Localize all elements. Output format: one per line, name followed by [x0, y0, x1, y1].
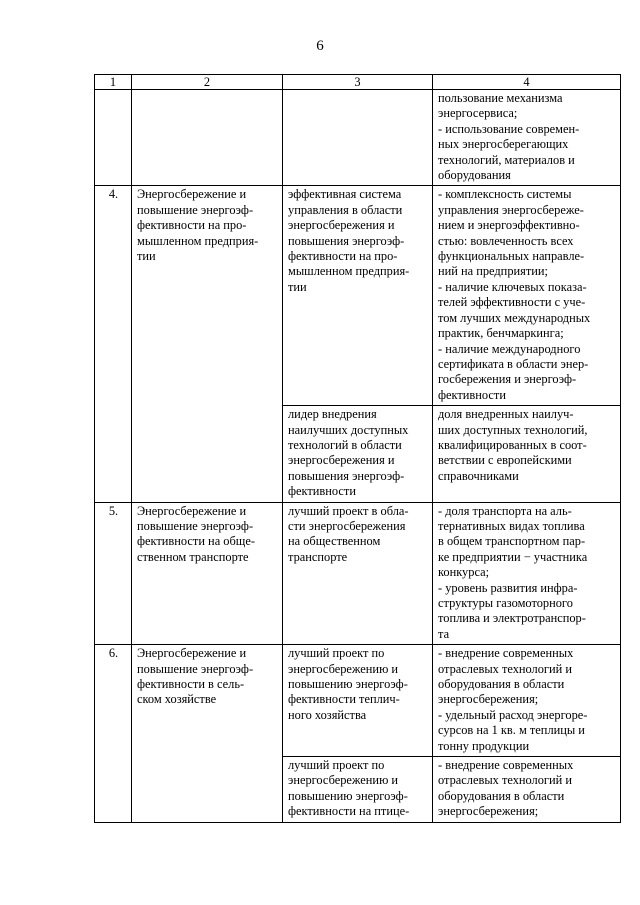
- nomination-cell: лучший проект по энергосбережению и повышению энергоэф- фективности теплич- ного хозяйства: [283, 645, 433, 757]
- row-number-cell: [95, 90, 132, 186]
- table-row: [95, 186, 621, 406]
- nomination-cell: [283, 90, 433, 186]
- area-cell: [132, 90, 283, 186]
- column-header: 1: [95, 75, 132, 90]
- criteria-cell: - комплексность системы управления энергосбереже- нием и энергоэффективно- стью: вовлеченность всех функциональных направле- ний на предприятии; - наличие ключевых показа- телей эффективности с уче- том лучших международных практик, бенчмаркинга; - наличие международного сертификата в области энер- госбережения и энергоэф- фективности: [433, 186, 621, 406]
- table-row: [95, 90, 621, 186]
- nomination-cell: лучший проект в обла- сти энергосбережения на общественном транспорте: [283, 502, 433, 645]
- nomination-table: [94, 74, 621, 823]
- nomination-cell: лучший проект по энергосбережению и повышению энергоэф- фективности на птице-: [283, 757, 433, 823]
- column-header: 2: [132, 75, 283, 90]
- area-cell: Энергосбережение и повышение энергоэф- фективности на обще- ственном транспорте: [132, 502, 283, 645]
- area-cell: Энергосбережение и повышение энергоэф- фективности на про- мышленном предприя- тии: [132, 186, 283, 502]
- page-number: 6: [316, 38, 324, 54]
- nomination-cell: лидер внедрения наилучших доступных технологий в области энергосбережения и повышения энергоэф- фективности: [283, 406, 433, 502]
- row-number-cell: 6.: [95, 645, 132, 822]
- table-row: [95, 645, 621, 757]
- row-number-cell: 5.: [95, 502, 132, 645]
- column-header: 4: [433, 75, 621, 90]
- nomination-cell: эффективная система управления в области энергосбережения и повышения энергоэф- фективности на про- мышленном предприя- тии: [283, 186, 433, 406]
- area-cell: Энергосбережение и повышение энергоэф- фективности в сель- ском хозяйстве: [132, 645, 283, 822]
- table-row: [95, 502, 621, 645]
- table-header-row: [95, 75, 621, 90]
- row-number-cell: 4.: [95, 186, 132, 502]
- criteria-cell: - внедрение современных отраслевых технологий и оборудования в области энергосбережения; - удельный расход энергоре- сурсов на 1 кв. м теплицы и тонну продукции: [433, 645, 621, 757]
- criteria-cell: - внедрение современных отраслевых технологий и оборудования в области энергосбережения;: [433, 757, 621, 823]
- criteria-cell: - доля транспорта на аль- тернативных видах топлива в общем транспортном пар- ке предприятии − участника конкурса; - уровень развития инфра- структуры газомоторного топлива и электротранспор- та: [433, 502, 621, 645]
- criteria-cell: доля внедренных наилуч- ших доступных технологий, квалифицированных в соот- ветствии с европейскими справочниками: [433, 406, 621, 502]
- criteria-cell: пользование механизма энергосервиса; - использование современ- ных энергосберегающих технологий, материалов и оборудования: [433, 90, 621, 186]
- column-header: 3: [283, 75, 433, 90]
